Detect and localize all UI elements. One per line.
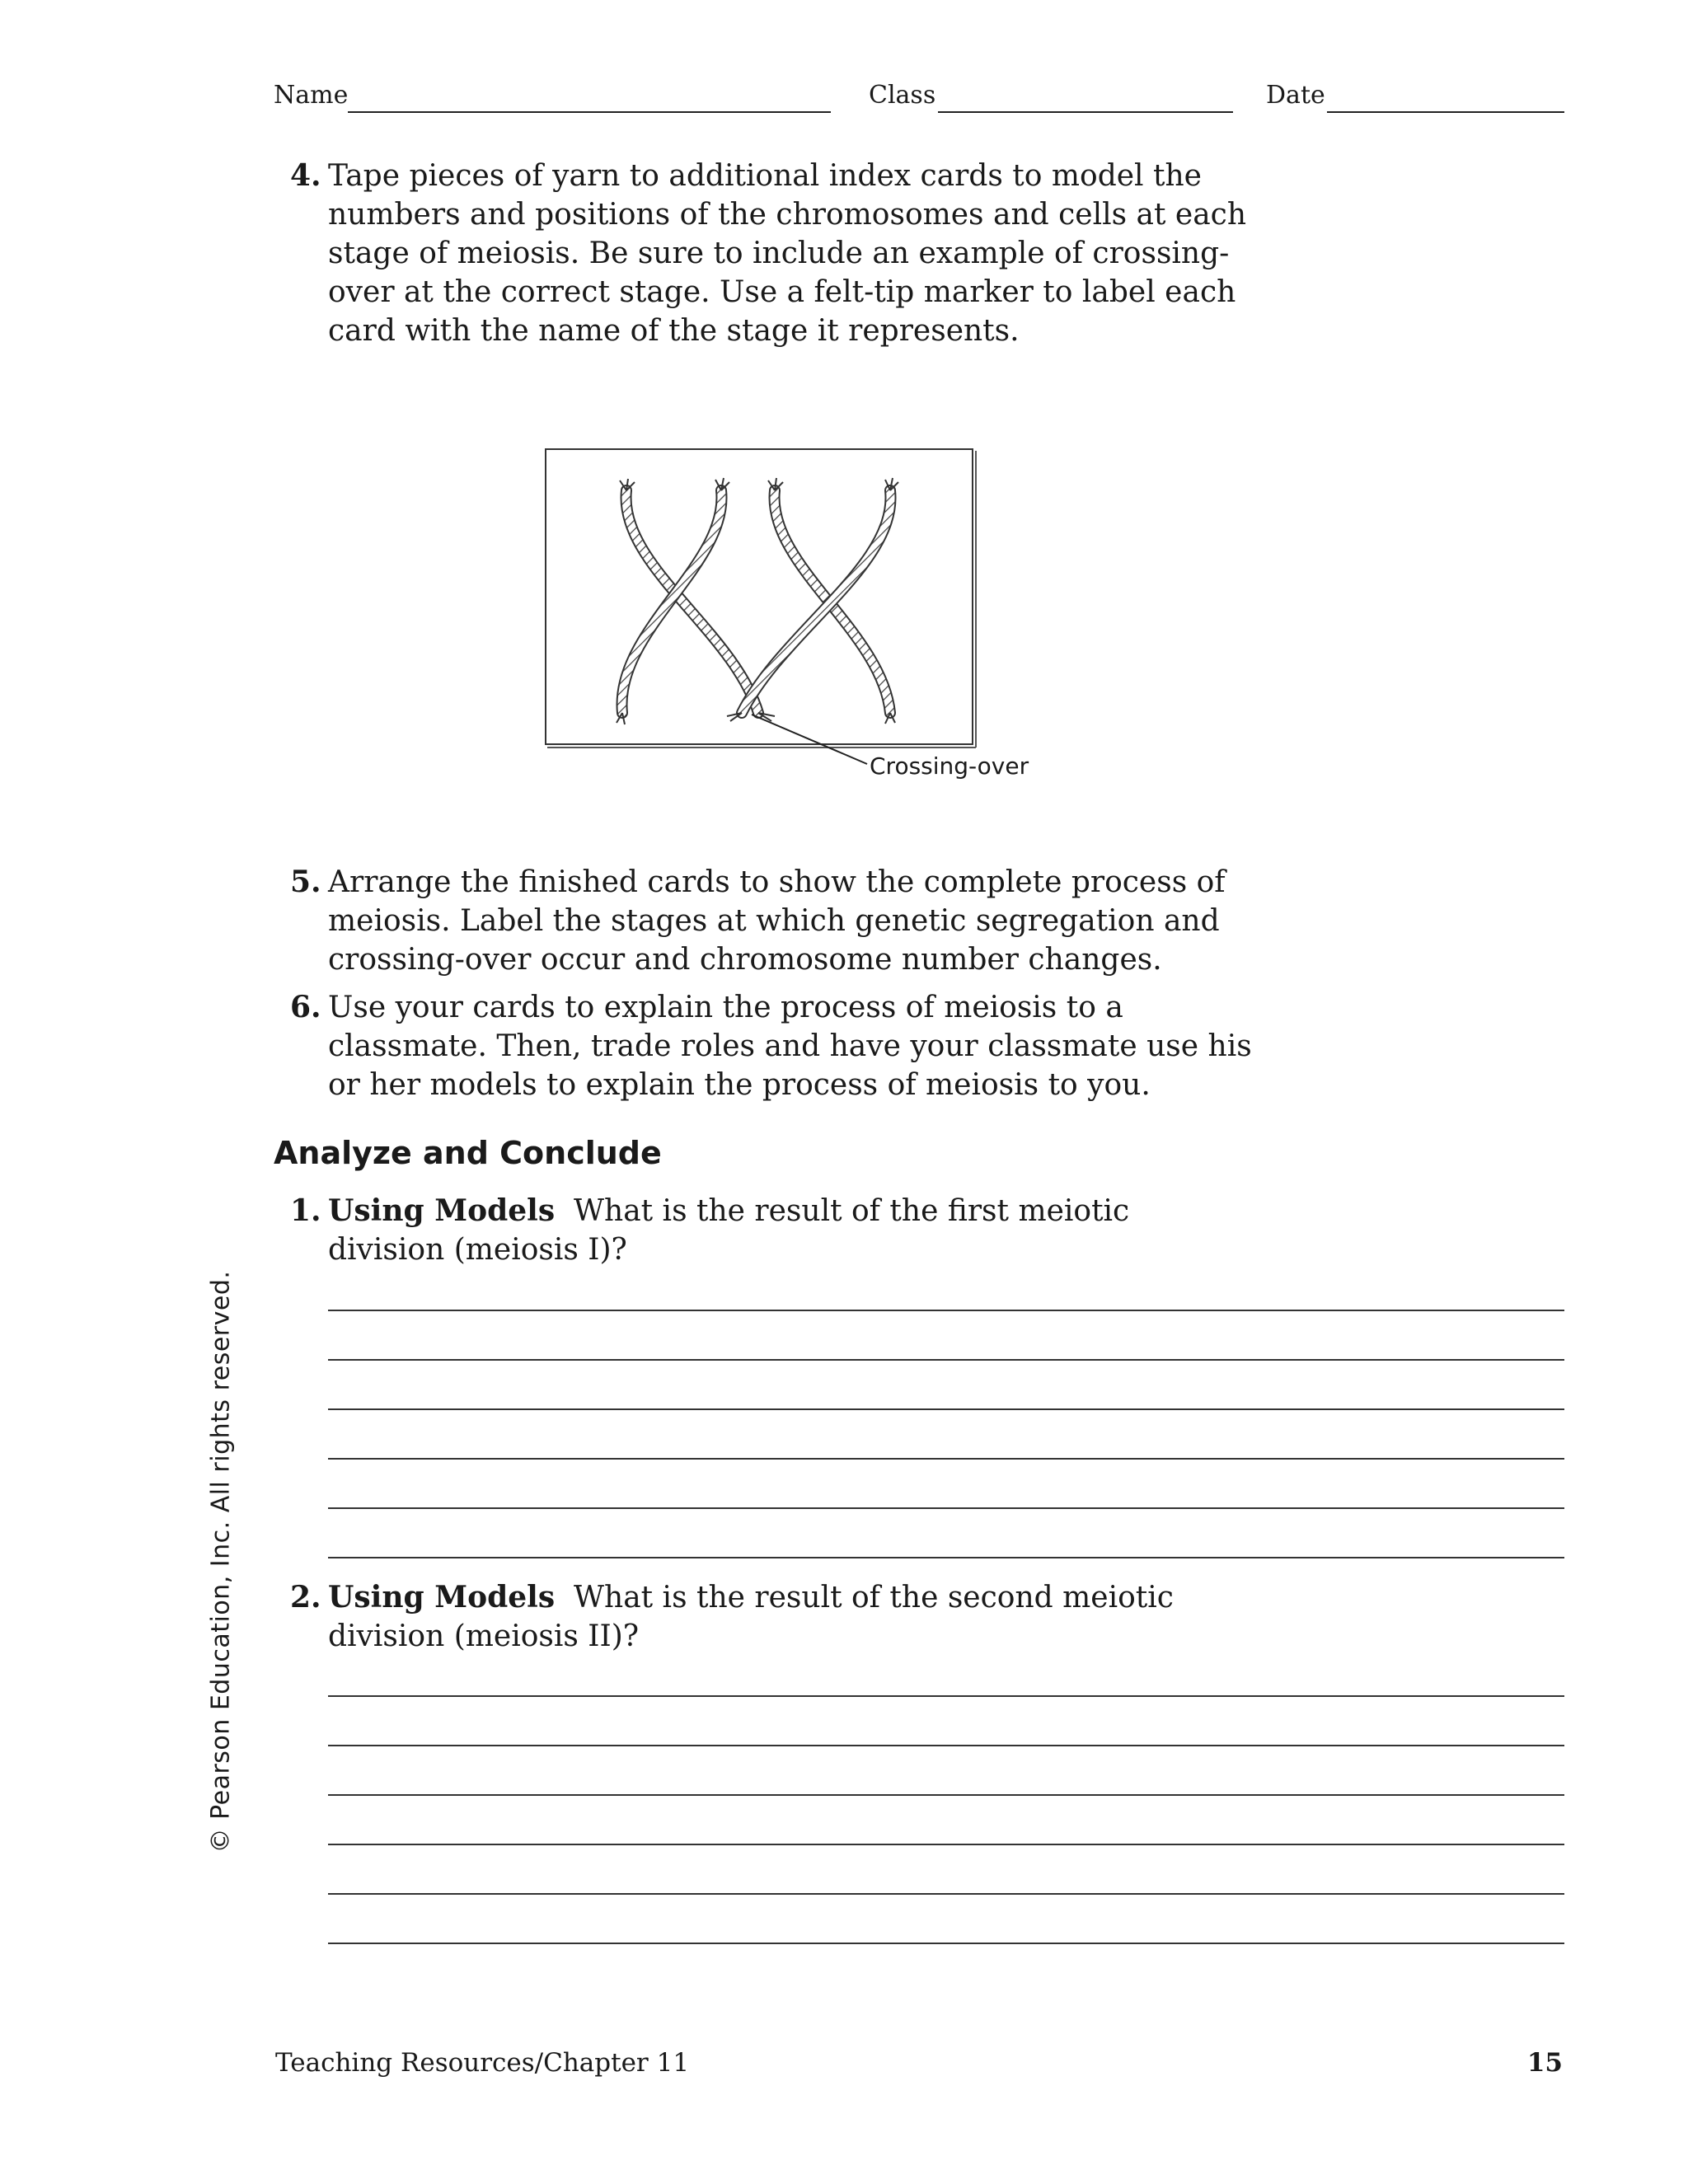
- step-text: Use your cards to explain the process of meiosis to a classmate. Then, trade roles and have your classmate use his or her models to explain the process of meiosis to you.: [328, 991, 1252, 1102]
- question-2: [290, 1578, 1197, 1656]
- question-body: [328, 1192, 1164, 1269]
- answer-line[interactable]: [328, 1557, 1564, 1558]
- step-number: 4.: [290, 158, 321, 193]
- procedure-step-5: [290, 863, 1263, 979]
- copyright-notice: © Pearson Education, Inc. All rights reserved.: [206, 1270, 236, 1854]
- footer-source: Teaching Resources/Chapter 11: [275, 2048, 690, 2078]
- answer-line[interactable]: [328, 1507, 1564, 1509]
- name-label: Name: [274, 81, 349, 110]
- worksheet-header: [274, 81, 1564, 122]
- class-field-line[interactable]: [938, 111, 1233, 113]
- answer-line[interactable]: [328, 1943, 1564, 1944]
- index-card-illustration: [536, 441, 1063, 787]
- crossing-over-figure: [536, 441, 1063, 787]
- step-number: 6.: [290, 990, 321, 1024]
- answer-line[interactable]: [328, 1458, 1564, 1460]
- step-text: Tape pieces of yarn to additional index cards to model the numbers and positions of the chromosomes and cells at each stage of meiosis. Be sure to include an example of crossing-over at the correct stage. Use a felt-tip marker to label each card with the name of the stage it represents.: [328, 159, 1247, 348]
- crossing-over-label: Crossing-over: [870, 752, 1029, 780]
- procedure-step-4: [290, 157, 1263, 350]
- answer-line[interactable]: [328, 1844, 1564, 1845]
- section-heading: Analyze and Conclude: [274, 1135, 662, 1171]
- step-number: 5.: [290, 865, 321, 899]
- answer-line[interactable]: [328, 1695, 1564, 1697]
- answer-line[interactable]: [328, 1310, 1564, 1311]
- page-number: 15: [1526, 2048, 1563, 2078]
- question-number: 2.: [290, 1580, 321, 1615]
- name-field-line[interactable]: [348, 111, 831, 113]
- answer-line[interactable]: [328, 1794, 1564, 1796]
- procedure-step-6: [290, 988, 1263, 1104]
- question-text: What is the result of the first meiotic division (meiosis I)?: [328, 1194, 1130, 1267]
- answer-line[interactable]: [328, 1745, 1564, 1746]
- step-text: Arrange the finished cards to show the complete process of meiosis. Label the stages at which genetic segregation and crossing-over occur and chromosome number changes.: [328, 865, 1226, 977]
- date-field-line[interactable]: [1327, 111, 1564, 113]
- question-number: 1.: [290, 1193, 321, 1228]
- question-skill: Using Models: [328, 1580, 556, 1615]
- question-text: What is the result of the second meiotic division (meiosis II)?: [328, 1581, 1174, 1653]
- answer-line[interactable]: [328, 1893, 1564, 1895]
- question-body: [328, 1578, 1197, 1656]
- question-1: [290, 1192, 1164, 1269]
- answer-line[interactable]: [328, 1359, 1564, 1361]
- class-label: Class: [869, 81, 936, 110]
- answer-line[interactable]: [328, 1408, 1564, 1410]
- question-skill: Using Models: [328, 1193, 556, 1228]
- date-label: Date: [1266, 81, 1325, 110]
